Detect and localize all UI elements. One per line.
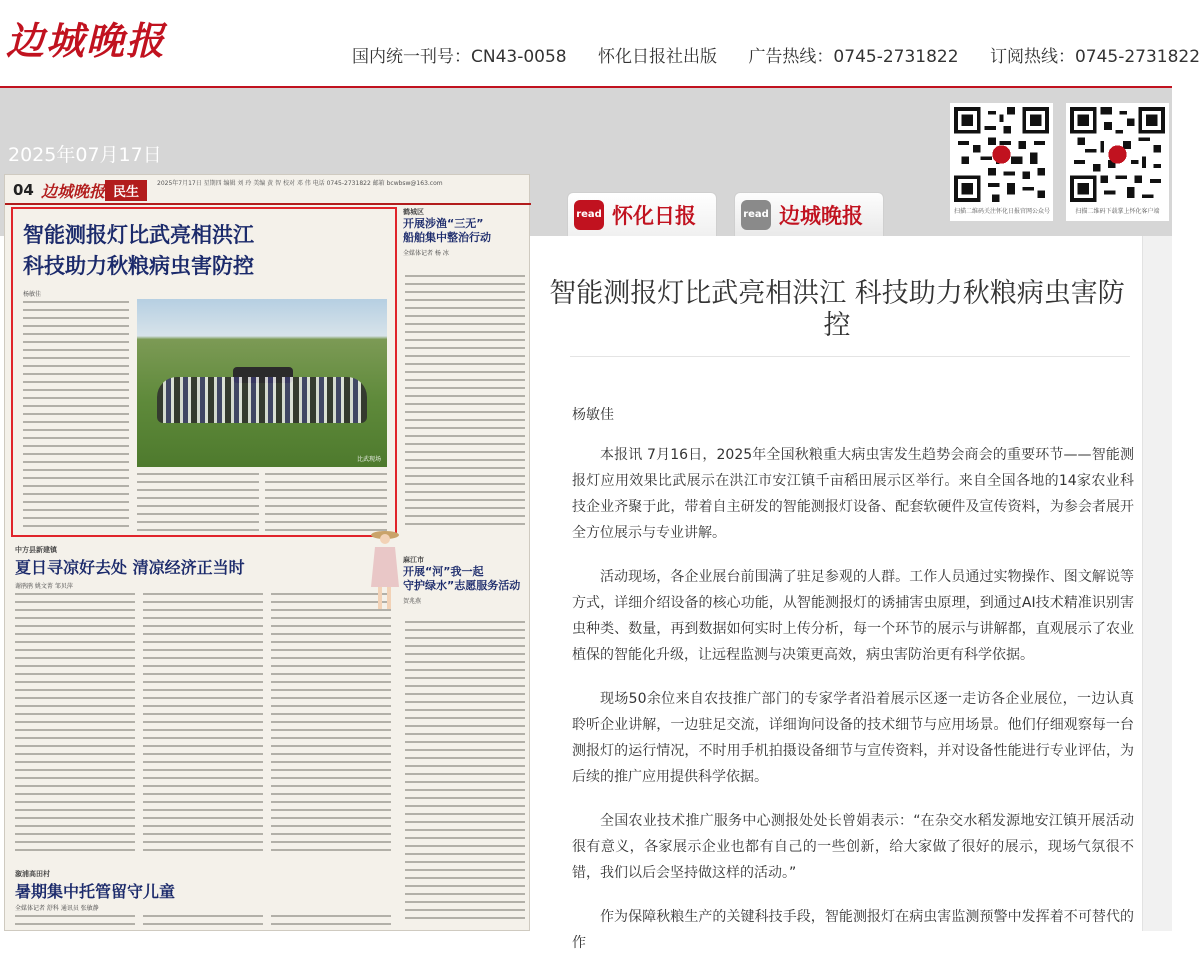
lead-article-text [137,473,259,531]
article-paragraph: 活动现场，各企业展台前围满了驻足参观的人群。工作人员通过实物操作、图文解说等方式，详细介绍设备的核心功能，从智能测报灯的诱捕害虫原理，到通过AI技术精准识别害虫种类、数量，再到数据如何实时上传分析，每一个环节的展示与讲解都，直观展示了农业植保的智能化升级，让远程监测与决策更高效，病虫害防治更有科学依据。 [572,569,1134,663]
lead-article-byline: 杨敏佳 [23,291,42,298]
side-article-title-line2: 船舶集中整治行动 [403,231,491,244]
read-biancheng-evening-button[interactable] [734,192,884,236]
lead-article-text [265,473,387,531]
article-paragraph: 全国农业技术推广服务中心测报处处长曾娟表示：“在杂交水稻发源地安江镇开展活动很有意义，各家展示企业也都有自己的一些创新，给大家做了很好的展示，现场气氛很不错，我们以后会坚持做这样的活动。” [572,813,1134,881]
qr-caption: 扫描二维码下载掌上怀化客户端 [1075,208,1160,215]
header-issn: 国内统一刊号：CN43-0058 [352,47,567,67]
article-title-divider [570,356,1130,357]
article4-byline: 全媒体记者 舒科 通讯员 张敏静 [15,905,99,912]
article2-title[interactable]: 夏日寻凉好去处 清凉经济正当时 [15,558,245,577]
qr-caption: 扫描二维码关注怀化日报官网公众号 [954,208,1051,215]
article4-text [271,915,391,931]
lead-headline-line2: 科技助力秋粮病虫害防控 [23,253,254,278]
article2-text [271,593,391,857]
article3-byline: 贺兆燕 [403,598,422,605]
photo-caption: 比武现场 [356,456,381,463]
article-paragraph: 本报讯 7月16日，2025年全国秋粮重大病虫害发生趋势会商会的重要环节——智能测报灯应用效果比武展示在洪江市安江镇千亩稻田展示区举行。来自全国各地的14家农业科技企业齐聚于此，带着自主研发的智能测报灯设备、配套软硬件及宣传资料，为参会者展开全方位展示与专业讲解。 [572,447,1134,541]
page-logo: 边城晚报 [41,182,106,201]
article-body [572,442,1134,974]
article2-text [143,593,263,857]
page-section-badge: 民生 [105,180,147,201]
article2-text [15,593,135,857]
masthead-logo[interactable]: 边城晚报 [6,18,167,63]
qr-code-official-account [950,103,1053,221]
qr-code-app-download [1066,103,1169,221]
lead-article-photo [137,299,387,467]
side-article-byline: 全媒体记者 杨 冰 [403,250,449,257]
article-scrollbar[interactable] [1142,236,1172,931]
article2-tag: 中方县新建镇 [15,546,57,554]
article-paragraph: 现场50余位来自农技推广部门的专家学者沿着展示区逐一走访各企业展位，一边认真聆听企业讲解，一边驻足交流，详细询问设备的技术细节与应用场景。他们仔细观察每一台测报灯的运行情况，不时用手机拍摄设备细节与宣传资料，并对设备性能进行专业评估，为后续的推广应用提供科学依据。 [572,691,1134,785]
read-button-label: 怀化日报 [612,202,696,228]
article-title: 智能测报灯比武亮相洪江 科技助力秋粮病虫害防控 [549,278,1125,341]
side-article-hotspot[interactable] [403,207,527,257]
article3-title-line1: 开展“河”我一起 [403,565,484,578]
article2-byline: 谢鹃鹃 姚文菁 邹贝萍 [15,583,73,590]
page-meta: 2025年7月17日 星期四 编辑 刘 玲 美编 黄 智 校对 邓 伟 电话 0745-2731822 邮箱 bcwbsw@163.com [157,180,443,187]
read-huaihua-daily-button[interactable] [567,192,717,236]
article3-title-line2: 守护绿水”志愿服务活动 [403,579,521,592]
article4-text [143,915,263,931]
side-article-tag: 鹤城区 [403,208,424,216]
read-icon: read [741,200,771,230]
header-info-bar [352,42,1200,67]
lead-article-headline [23,219,393,281]
article4-tag: 溆浦高田村 [15,870,50,878]
read-button-label: 边城晚报 [779,202,863,228]
article4-title[interactable]: 暑期集中托管留守儿童 [15,882,176,901]
article4-text [15,915,135,931]
article-paragraph: 作为保障秋粮生产的关键科技手段，智能测报灯在病虫害监测预警中发挥着不可替代的作 [572,909,1134,951]
girl-illustration-icon [365,527,403,613]
page-header [5,175,531,205]
site-header [0,0,1200,88]
side-article-text [405,275,525,531]
newspaper-page-thumbnail[interactable] [4,174,530,931]
lead-headline-line1: 智能测报灯比武亮相洪江 [23,222,254,247]
header-ad-hotline: 广告热线：0745-2731822 [748,47,959,67]
qr-code-icon [954,107,1049,202]
article3-tag: 麻江市 [403,556,424,564]
photo-crowd [157,377,367,423]
article-reader-panel [530,236,1140,951]
header-subscribe-hotline: 订阅热线：0745-2731822 [989,47,1200,67]
read-icon: read [574,200,604,230]
issue-date: 2025年07月17日 [8,144,162,166]
lead-article-text [23,301,129,527]
lead-article-hotspot[interactable] [11,207,397,537]
qr-code-icon [1070,107,1165,202]
article3-hotspot[interactable] [403,555,527,605]
article-author: 杨敏佳 [572,407,614,423]
page-number: 04 [13,181,34,199]
article3-text [405,621,525,921]
side-article-title-line1: 开展涉渔“三无” [403,217,484,230]
header-publisher: 怀化日报社出版 [598,47,718,67]
